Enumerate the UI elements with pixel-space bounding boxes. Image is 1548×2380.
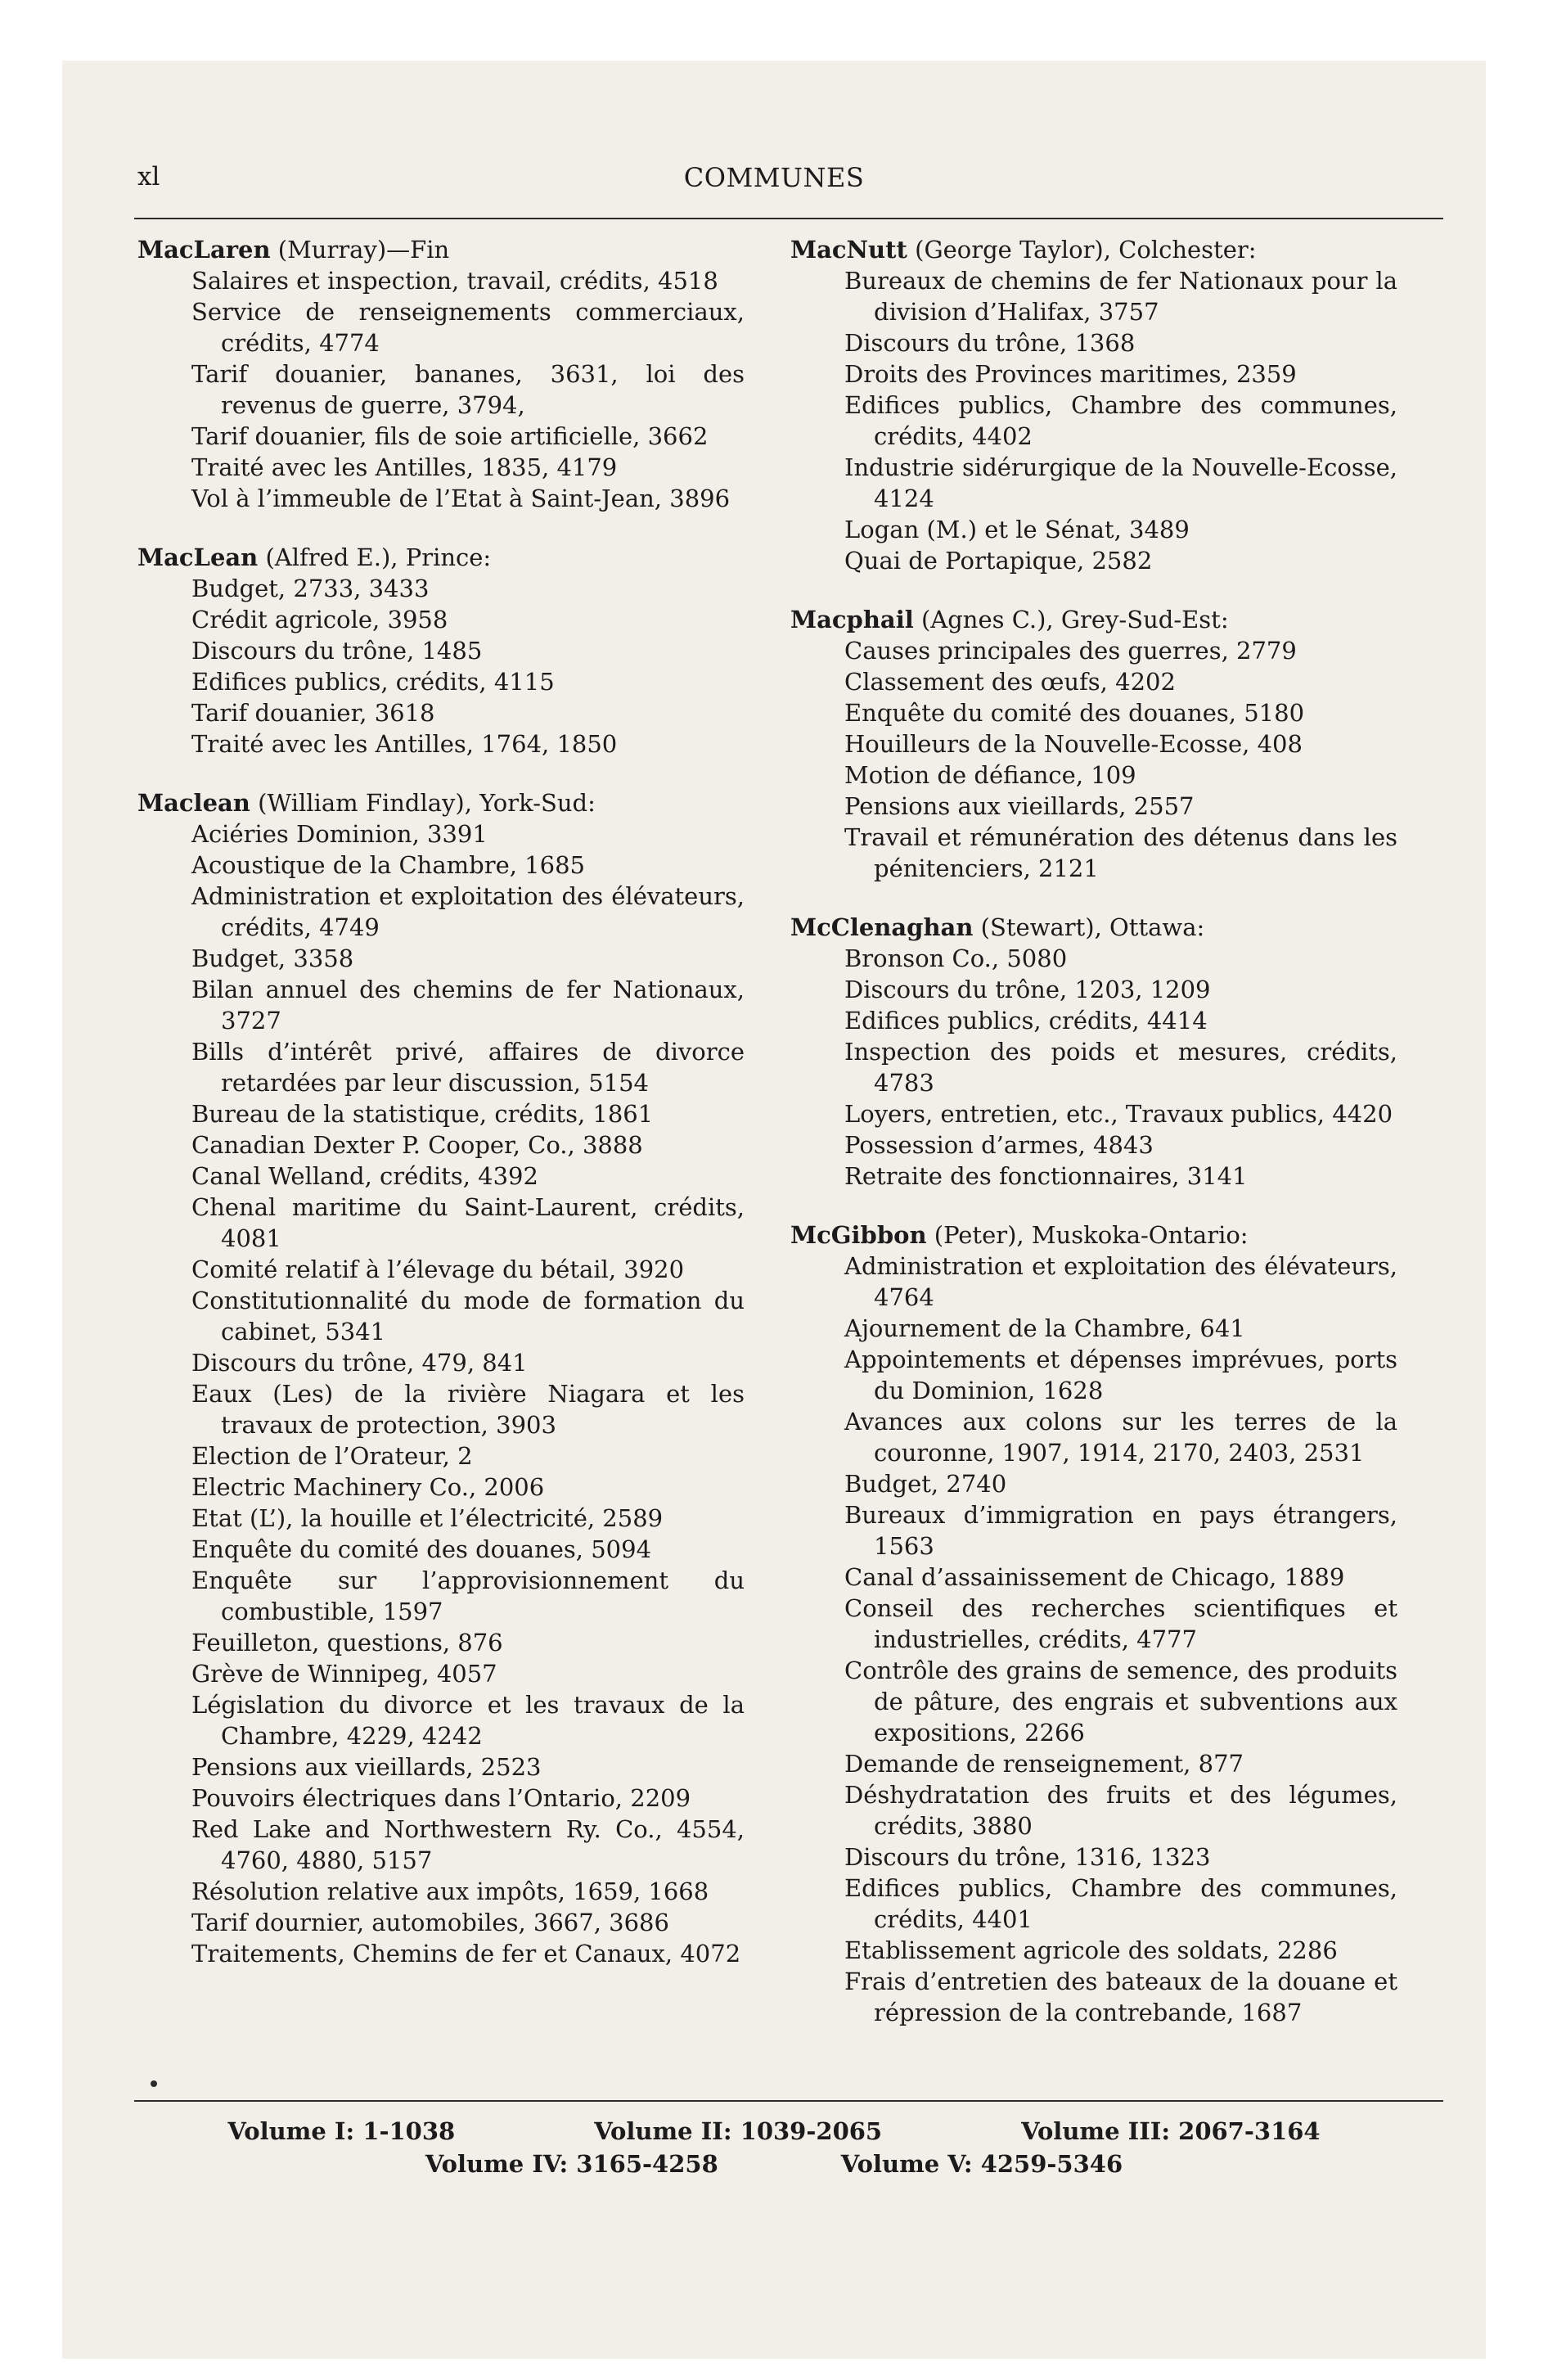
member-riding: (Stewart), Ottawa: [973,913,1205,941]
subject-item: Crédit agricole, 3958 [191,606,448,633]
entry-heading [790,604,1397,635]
subject-item: Motion de défiance, 109 [844,761,1136,789]
member-name: McClenaghan [790,913,974,941]
left-column [137,234,745,1997]
index-entry [790,912,1397,1192]
right-column [790,234,1397,2056]
footer-rule [134,2100,1443,2102]
volume-range: Volume III: 2067-3164 [1021,2117,1321,2145]
header-rule [134,218,1443,219]
volume-range: Volume V: 4259-5346 [840,2150,1123,2178]
subject-item: Service de renseignements commerciaux, crédits, 4774 [191,298,745,357]
subject-item: Appointements et dépenses imprévues, ports du Dominion, 1628 [844,1346,1397,1404]
subject-item: Salaires et inspection, travail, crédits, 4518 [191,267,718,295]
index-entry [137,542,745,760]
volume-row [62,2115,1486,2148]
subject-item: Bills d’intérêt privé, affaires de divorce retardées par leur discussion, 5154 [191,1038,745,1097]
subject-item: Budget, 2733, 3433 [191,575,430,602]
subject-item: Pensions aux vieillards, 2523 [191,1753,542,1781]
index-entry [790,234,1397,576]
subject-item: Canal d’assainissement de Chicago, 1889 [844,1563,1345,1591]
subject-item: Enquête sur l’approvisionnement du combustible, 1597 [191,1566,745,1625]
subject-item: Traitements, Chemins de fer et Canaux, 4072 [191,1940,741,1968]
subject-item: Enquête du comité des douanes, 5180 [844,699,1305,727]
subject-item: Discours du trône, 1485 [191,637,483,665]
entry-heading [137,234,745,265]
subject-item: Déshydratation des fruits et des légumes, crédits, 3880 [844,1781,1397,1840]
subject-item: Logan (M.) et le Sénat, 3489 [844,516,1190,543]
subject-item: Contrôle des grains de semence, des produits de pâture, des engrais et subventions aux expositions, 2266 [844,1657,1397,1747]
subject-item: Bureau de la statistique, crédits, 1861 [191,1100,654,1128]
member-riding: (Peter), Muskoka-Ontario: [926,1221,1249,1249]
subject-item: Enquête du comité des douanes, 5094 [191,1535,652,1563]
subject-item: Etat (L’), la houille et l’électricité, 2589 [191,1504,664,1532]
running-title: COMMUNES [683,162,865,193]
member-riding: (William Findlay), York-Sud: [250,789,596,817]
subject-item: Traité avec les Antilles, 1764, 1850 [191,730,618,758]
subject-item: Pensions aux vieillards, 2557 [844,792,1195,820]
page-header [62,61,1486,224]
subject-item: Grève de Winnipeg, 4057 [191,1660,497,1688]
subject-item: Edifices publics, crédits, 4414 [844,1007,1208,1034]
subject-item: Discours du trône, 1203, 1209 [844,976,1211,1003]
volume-index [62,2115,1486,2180]
subject-item: Tarif douanier, bananes, 3631, loi des revenus de guerre, 3794, [191,360,745,419]
member-name: McGibbon [790,1221,927,1249]
subject-item: Droits des Provinces maritimes, 2359 [844,360,1297,388]
member-riding: (Murray)—Fin [270,236,450,264]
subject-item: Bureaux d’immigration en pays étrangers, 1563 [844,1501,1397,1560]
entry-heading [137,542,745,573]
subject-item: Administration et exploitation des élévateurs, 4764 [844,1252,1397,1311]
index-entry [137,787,745,1969]
subject-item: Vol à l’immeuble de l’Etat à Saint-Jean, 3896 [191,485,731,512]
index-entry [790,604,1397,884]
subject-item: Frais d’entretien des bateaux de la douane et répression de la contrebande, 1687 [844,1968,1397,2026]
member-riding: (Agnes C.), Grey-Sud-Est: [913,606,1229,633]
subject-item: Bronson Co., 5080 [844,944,1068,972]
subject-item: Tarif dournier, automobiles, 3667, 3686 [191,1909,669,1936]
subject-item: Constitutionnalité du mode de formation du cabinet, 5341 [191,1287,745,1346]
subject-item: Causes principales des guerres, 2779 [844,637,1297,665]
member-name: MacNutt [790,236,907,264]
subject-item: Discours du trône, 479, 841 [191,1349,528,1377]
subject-item: Etablissement agricole des soldats, 2286 [844,1936,1338,1964]
subject-item: Electric Machinery Co., 2006 [191,1473,545,1501]
subject-item: Edifices publics, Chambre des communes, crédits, 4401 [844,1874,1397,1933]
subject-item: Bilan annuel des chemins de fer Nationaux, 3727 [191,976,745,1034]
subject-item: Demande de renseignement, 877 [844,1750,1244,1778]
subject-item: Eaux (Les) de la rivière Niagara et les travaux de protection, 3903 [191,1380,745,1439]
subject-item: Bureaux de chemins de fer Nationaux pour la division d’Halifax, 3757 [844,267,1397,326]
subject-item: Pouvoirs électriques dans l’Ontario, 2209 [191,1784,691,1812]
member-name: Maclean [137,789,250,817]
subject-item: Budget, 2740 [844,1470,1007,1498]
page-number: xl [137,162,160,192]
subject-item: Canal Welland, crédits, 4392 [191,1162,538,1190]
document-page [62,61,1486,2359]
index-entry [790,1219,1397,2028]
entry-heading [790,912,1397,943]
subject-item: Ajournement de la Chambre, 641 [844,1314,1245,1342]
entry-heading [790,234,1397,265]
subject-item: Houilleurs de la Nouvelle-Ecosse, 408 [844,730,1303,758]
subject-item: Budget, 3358 [191,944,354,972]
subject-item: Quai de Portapique, 2582 [844,547,1153,575]
subject-item: Feuilleton, questions, 876 [191,1629,503,1657]
subject-item: Canadian Dexter P. Cooper, Co., 3888 [191,1131,643,1159]
member-riding: (George Taylor), Colchester: [907,236,1257,264]
subject-item: Résolution relative aux impôts, 1659, 1668 [191,1877,709,1905]
subject-item: Tarif douanier, 3618 [191,699,435,727]
subject-item: Discours du trône, 1368 [844,329,1136,357]
member-name: MacLean [137,543,259,571]
member-name: Macphail [790,606,914,633]
subject-item: Aciéries Dominion, 3391 [191,820,488,848]
member-name: MacLaren [137,236,271,264]
subject-item: Industrie sidérurgique de la Nouvelle-Ecosse, 4124 [844,453,1397,512]
subject-item: Loyers, entretien, etc., Travaux publics, 4420 [844,1100,1393,1128]
subject-item: Edifices publics, crédits, 4115 [191,668,555,696]
subject-item: Comité relatif à l’élevage du bétail, 3920 [191,1255,685,1283]
volume-row [62,2148,1486,2180]
member-riding: (Alfred E.), Prince: [258,543,492,571]
volume-range: Volume IV: 3165-4258 [425,2150,718,2178]
subject-item: Traité avec les Antilles, 1835, 4179 [191,453,618,481]
subject-item: Administration et exploitation des élévateurs, crédits, 4749 [191,882,745,941]
subject-item: Chenal maritime du Saint-Laurent, crédits, 4081 [191,1193,745,1252]
subject-item: Edifices publics, Chambre des communes, crédits, 4402 [844,391,1397,450]
subject-item: Législation du divorce et les travaux de la Chambre, 4229, 4242 [191,1691,745,1750]
subject-item: Avances aux colons sur les terres de la couronne, 1907, 1914, 2170, 2403, 2531 [844,1408,1397,1467]
subject-item: Election de l’Orateur, 2 [191,1442,473,1470]
entry-heading [137,787,745,818]
subject-item: Acoustique de la Chambre, 1685 [191,851,585,879]
subject-item: Retraite des fonctionnaires, 3141 [844,1162,1248,1190]
subject-item: Travail et rémunération des détenus dans les pénitenciers, 2121 [844,823,1397,882]
bullet-mark [151,2080,157,2087]
volume-range: Volume II: 1039-2065 [594,2117,883,2145]
index-entry [137,234,745,514]
subject-item: Conseil des recherches scientifiques et industrielles, crédits, 4777 [844,1594,1397,1653]
volume-range: Volume I: 1-1038 [227,2117,456,2145]
subject-item: Tarif douanier, fils de soie artificielle, 3662 [191,422,709,450]
subject-item: Red Lake and Northwestern Ry. Co., 4554, 4760, 4880, 5157 [191,1815,745,1874]
subject-item: Classement des œufs, 4202 [844,668,1176,696]
subject-item: Inspection des poids et mesures, crédits, 4783 [844,1038,1397,1097]
subject-item: Discours du trône, 1316, 1323 [844,1843,1211,1871]
subject-item: Possession d’armes, 4843 [844,1131,1154,1159]
entry-heading [790,1219,1397,1251]
